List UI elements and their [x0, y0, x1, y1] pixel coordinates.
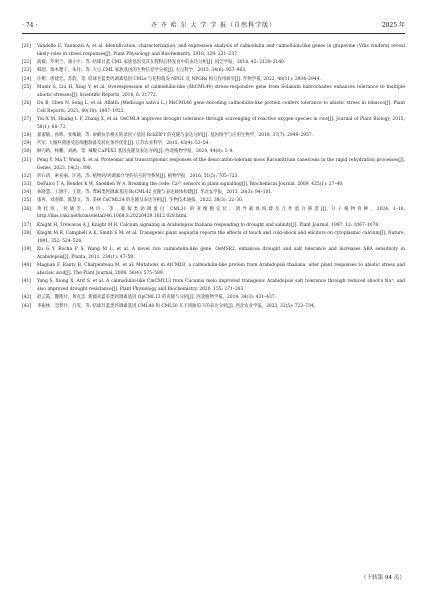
running-header: [22, 21, 405, 31]
reference-item: [22, 148, 405, 156]
reference-number: [41]: [22, 279, 32, 285]
reference-number: [24]: [22, 76, 32, 82]
reference-text: 彭石清、索亚丽、汪茜、等. 植物钙/钙调素介导的信号转导系统[J]. 植物学报，2016, 51(5): 705–723.: [37, 173, 239, 179]
reference-item: [22, 294, 405, 302]
reference-text: Magnan F, Ranty B, Charpenteau M, et al. Mutations in AtCML9, a calmodulin-like protein from Arabidopsis thaliana, alter plant responses to abiotic stress and abscisic acid[J]. The Plant Journal, 2008, 56(4): 575–589.: [37, 263, 405, 277]
reference-text: Yin X M, Huang L F, Zhang X, et al. OsCML4 improves drought tolerance through scavenging of reactive oxygen species in rice[J]. Journal of Plant Biology, 2015, 58(1): 68–73.: [37, 116, 405, 130]
reference-item: [22, 173, 405, 181]
reference-number: [33]: [22, 181, 32, 187]
reference-text: 商毅、罗明兰、康小平、等. 结球甘蓝 CML 家族基因及其在授粉后胚发育中的表达分析[J]. 园艺学报，2018, 45: 2129–2140.: [37, 60, 286, 66]
reference-number: [42]: [22, 295, 32, 301]
reference-item: [22, 132, 405, 140]
reference-item: [22, 181, 405, 189]
reference-item: [22, 262, 405, 278]
reference-number: [22]: [22, 60, 32, 66]
reference-item: [22, 303, 405, 311]
reference-text: 顾巧路、杨鹏、刘涵、等. 辣椒 CaPEX3 基因克隆及表达分析[J]. 西北植物学报，2024, 44(8): 1–9.: [37, 149, 234, 155]
reference-text: Du B, Chen N, Song L, et al. Alfalfa (Medicago sativa L.) MsCML46 gene encoding calmodulin-like protein confers tolerance to abiotic stress in tobacco[J]. Plant Cell Reports, 2021, 40(10): 1907–1922.: [37, 100, 405, 114]
reference-list: [22, 43, 405, 310]
reference-text: DeFalco T A, Bender K W, Snedden W A. Breaking the code: Ca²⁺ sensors in plant signalling[J]. Biochemical Journal, 2009, 425(1): 27–40.: [37, 181, 344, 187]
reference-text: 翟淑敏、孙辉、张梅颖、等. 矽藓抗旱相关转录因子基因 RcbZIP1 的克隆与表达分析[J]. 基因组学与应用生物学，2018, 37(7): 2949–2957.: [37, 133, 314, 139]
reference-number: [21]: [22, 44, 32, 49]
reference-item: [22, 189, 405, 197]
reference-item: [22, 100, 405, 116]
reference-item: [22, 84, 405, 100]
reference-text: 黄桂珍、何晓芳、林玲、等. 葡萄类钙调蛋白 CML31 的亚细胞定位、诱导载体构建及互作蛋白筛选[J]. 分子植物育种，2024, 1–16. http://kns.cnki.net/kcms/detail/46.1068.S.20220429.1612.028.html.: [37, 206, 405, 220]
reference-item: [22, 157, 405, 173]
reference-number: [34]: [22, 190, 32, 196]
continued-note: （下转第 94 页）: [360, 575, 405, 581]
reference-text: Munir S, Liu H, Xing Y, et al. Overexpression of calmodulin-like (ShCML44) stress-responsive gene from Solanum habrochaites enhances tolerance to multiple abiotic stresses[J]. Scientific Reports, 2016, 6: 31772.: [37, 84, 405, 98]
reference-number: [36]: [22, 206, 32, 212]
reference-number: [39]: [22, 247, 32, 252]
reference-number: [43]: [22, 303, 32, 309]
reference-text: Knight M R, Campbell A K, Smith S M, et al. Transgenic plant aequorin reports the effects of touch and cold-shock and elicitors on cytoplasmic calcium[J]. Nature, 1991, 352: 524–526.: [37, 230, 405, 244]
reference-text: Knight H, Trewavas A J, Knight M R. Calcium signaling in Arabidopsis thaliana responding to drought and salinity[J]. Plant Journal, 1997, 12: 1067–1078.: [37, 222, 380, 228]
reference-number: [26]: [22, 100, 32, 106]
reference-text: 代军. 大肠杆菌感受态细胞制备及转化条件优化[J]. 江苏农业科学，2015, 43(4): 53–54.: [37, 141, 210, 147]
reference-item: [22, 43, 405, 59]
reference-number: [23]: [22, 68, 32, 74]
reference-number: [38]: [22, 230, 32, 236]
reference-text: Vandelle E, Vannozzi A, et al. Identification, characterization, and expression analysis of calmodulin and calmodulin-like genes in grapevine (Vitis vinifera) reveal likely roles in stress responses[J]. Plant Physiology and Biochemistry, 2018, 129: 221–237.: [37, 44, 405, 57]
journal-title: 齐 齐 哈 尔 大 学 学 报（自然科学版）: [150, 22, 277, 29]
reference-text: 康冉、刘春晖、陈慧文、等. 茶树 CsCML24 的克隆及表达分析[J]. 生物技术通报，2022, 38(3): 22–30.: [37, 198, 244, 204]
reference-number: [35]: [22, 198, 32, 204]
reference-text: 许彬、唐建宏、苏韵、等. 结球甘蓝类钙调素基因 CMLs 与花粉萌发 NPG1 及 NPGRs 相互作用研究[J]. 作物学报, 2022, 48(11): 2934–2944.: [37, 76, 321, 82]
reference-item: [22, 278, 405, 294]
reference-number: [25]: [22, 84, 32, 90]
reference-item: [22, 76, 405, 84]
reference-text: Peng Y, Ma T, Wang X, et al. Proteomic and transcriptomic responses of the desiccation-tolerant moss Racomitrium canescens in the rapid rehydration processes[J]. Genes, 2023, 14(2): 390.: [37, 157, 405, 171]
reference-number: [30]: [22, 149, 32, 155]
reference-item: [22, 222, 405, 230]
reference-number: [28]: [22, 133, 32, 139]
reference-text: Yang S, Xiong X, Arif S, et al. A calmodulin-like CmCML13 from Cucumis melo improved transgenic Arabidopsis salt tolerance through reduced shoot's Na⁺, and also improved drought resistance[J]. Plant Physiology and Biochemistry, 2020, 155: 271–283.: [37, 279, 405, 293]
reference-text: 赵云霞、魏艳玲、黄克忠. 新疆禾蓝草类钙调素基因 OpCML13 的克隆与分析[J]. 西北植物学报，2014, 34(3): 431–437.: [37, 295, 277, 301]
reference-item: [22, 197, 405, 205]
reference-item: [22, 116, 405, 132]
reference-item: [22, 59, 405, 67]
reference-item: [22, 206, 405, 222]
reference-item: [22, 140, 405, 148]
page-number: · 74 ·: [22, 22, 38, 29]
reference-number: [32]: [22, 173, 32, 179]
reference-number: [29]: [22, 141, 32, 147]
reference-number: [40]: [22, 263, 32, 269]
publication-year: 2025 年: [381, 22, 405, 29]
reference-text: Xu G Y, Rocha P S, Wang M L, et al. A novel rice calmodulin-like gene, OsMSR2, enhances drought and salt tolerance and increases ABA sensitivity in Arabidopsis[J]. Planta, 2011, 234(1): 47–59.: [37, 247, 405, 260]
reference-text: 韩超、瑞木楚子、朱丹、等. 大豆 CML 家族基因的生物信息学分析[J]. 大豆科学，2015, 34(6): 957–963.: [37, 68, 247, 74]
reference-item: [22, 246, 405, 262]
reference-text: 孙晓慧、王晓宇、王晨、等. 鸢麻类钙调素基因 RcCML42 克隆与表达载体构建[J]. 华北农学报，2013, 28(3): 94–101.: [37, 190, 273, 196]
reference-number: [27]: [22, 116, 32, 122]
reference-item: [22, 67, 405, 75]
reference-number: [37]: [22, 222, 32, 228]
reference-text: 李振林、忽梦玲、吕雯、等. 结球甘蓝类钙调素基因 CML48 和 CML50 在不同胁迫下的表达分析[J]. 西北农业学报，2023, 32(5): 723–734.: [37, 303, 316, 309]
reference-number: [31]: [22, 157, 32, 163]
header-rule: [22, 33, 405, 34]
reference-item: [22, 230, 405, 246]
